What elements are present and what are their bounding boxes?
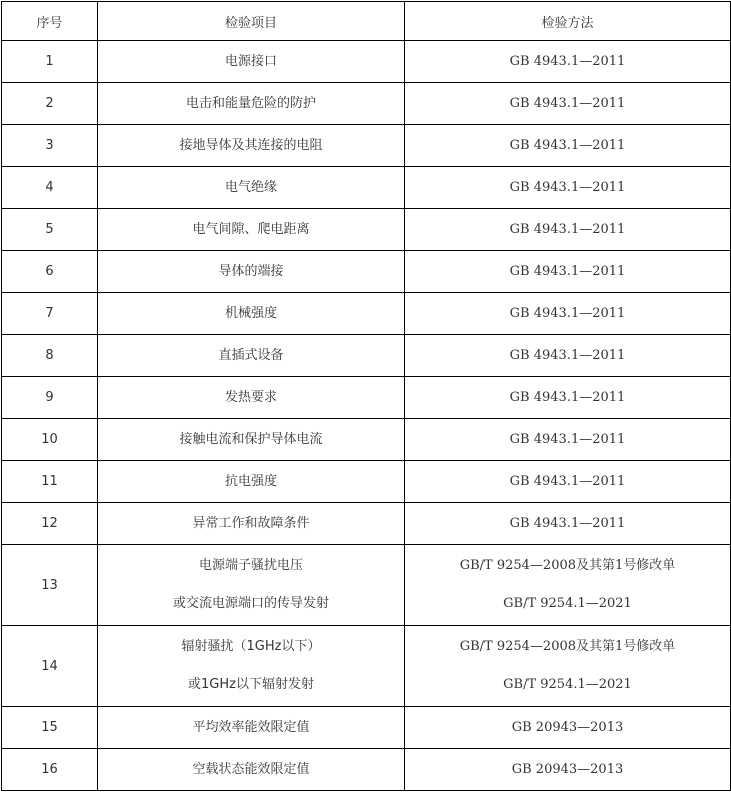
serial-number-cell: 5 (2, 209, 98, 251)
inspection-item-text: 发热要求 (224, 389, 277, 405)
serial-number-cell: 2 (2, 83, 98, 125)
inspection-method-text: GB 4943.1—2011 (509, 473, 626, 489)
inspection-method-text: GB 20943—2013 (511, 761, 624, 777)
inspection-item-cell (98, 626, 405, 707)
table-row (2, 251, 731, 293)
serial-number-cell: 14 (2, 626, 98, 707)
inspection-method-cell (405, 503, 731, 545)
inspection-method-text: GB/T 9254.1—2021 (503, 677, 632, 692)
inspection-item-cell (98, 461, 405, 503)
inspection-method-cell (405, 335, 731, 377)
inspection-item-text: 空载状态能效限定值 (192, 761, 310, 777)
inspection-item-cell (98, 419, 405, 461)
inspection-item-cell (98, 377, 405, 419)
inspection-item-text: 电气绝缘 (224, 179, 277, 195)
inspection-method-text: GB 4943.1—2011 (509, 431, 626, 447)
inspection-method-cell (405, 83, 731, 125)
inspection-item-text: 电击和能量危险的防护 (185, 95, 316, 111)
inspection-item-text: 辐射骚扰（1GHz以下） (181, 639, 321, 654)
inspection-method-cell (405, 707, 731, 749)
table-row (2, 167, 731, 209)
table-row (2, 293, 731, 335)
serial-number-cell: 13 (2, 545, 98, 626)
inspection-item-text: 或1GHz以下辐射发射 (188, 677, 314, 692)
inspection-method-cell (405, 377, 731, 419)
header-serial-number: 序号 (2, 2, 98, 41)
inspection-method-text: GB 4943.1—2011 (509, 389, 626, 405)
serial-number-cell: 7 (2, 293, 98, 335)
inspection-item-cell (98, 209, 405, 251)
inspection-item-text: 电源端子骚扰电压 (198, 558, 303, 573)
serial-number-cell: 8 (2, 335, 98, 377)
inspection-item-cell (98, 749, 405, 791)
inspection-item-text: 平均效率能效限定值 (192, 719, 310, 735)
table-row (2, 335, 731, 377)
serial-number-cell: 10 (2, 419, 98, 461)
serial-number-cell: 11 (2, 461, 98, 503)
table-row (2, 545, 731, 626)
inspection-item-cell (98, 545, 405, 626)
inspection-method-cell (405, 125, 731, 167)
header-inspection-item: 检验项目 (98, 2, 405, 41)
inspection-item-cell (98, 251, 405, 293)
inspection-method-text: GB 4943.1—2011 (509, 515, 626, 531)
inspection-item-cell (98, 293, 405, 335)
table-header-row (2, 2, 731, 41)
inspection-method-text: GB 4943.1—2011 (509, 221, 626, 237)
inspection-item-text: 或交流电源端口的传导发射 (172, 596, 329, 611)
inspection-method-text: GB 4943.1—2011 (509, 263, 626, 279)
table-row (2, 503, 731, 545)
table-row (2, 41, 731, 83)
table-body (2, 2, 731, 791)
inspection-method-cell (405, 293, 731, 335)
inspection-item-cell (98, 503, 405, 545)
header-inspection-method: 检验方法 (405, 2, 731, 41)
table-row (2, 125, 731, 167)
inspection-table (1, 1, 731, 791)
inspection-method-text: GB 4943.1—2011 (509, 179, 626, 195)
table-row (2, 749, 731, 791)
table-row (2, 377, 731, 419)
table-row (2, 461, 731, 503)
inspection-method-text: GB 4943.1—2011 (509, 137, 626, 153)
inspection-method-cell (405, 419, 731, 461)
inspection-item-cell (98, 83, 405, 125)
inspection-item-cell (98, 167, 405, 209)
inspection-method-cell (405, 461, 731, 503)
inspection-method-text: GB/T 9254—2008及其第1号修改单 (459, 639, 676, 654)
inspection-method-cell (405, 251, 731, 293)
inspection-method-cell (405, 209, 731, 251)
serial-number-cell: 9 (2, 377, 98, 419)
inspection-item-text: 机械强度 (224, 305, 277, 321)
inspection-method-text: GB 4943.1—2011 (509, 347, 626, 363)
inspection-method-cell (405, 749, 731, 791)
inspection-method-cell (405, 167, 731, 209)
serial-number-cell: 16 (2, 749, 98, 791)
inspection-item-text: 直插式设备 (218, 347, 284, 363)
serial-number-cell: 12 (2, 503, 98, 545)
inspection-item-text: 抗电强度 (224, 473, 277, 489)
inspection-item-text: 电源接口 (224, 53, 277, 69)
serial-number-cell: 6 (2, 251, 98, 293)
inspection-method-text: GB 4943.1—2011 (509, 95, 626, 111)
serial-number-cell: 3 (2, 125, 98, 167)
table-row (2, 83, 731, 125)
inspection-method-text: GB 4943.1—2011 (509, 53, 626, 69)
inspection-item-text: 电气间隙、爬电距离 (192, 221, 310, 237)
inspection-item-text: 异常工作和故障条件 (192, 515, 310, 531)
table-row (2, 626, 731, 707)
inspection-method-text: GB/T 9254—2008及其第1号修改单 (459, 558, 676, 573)
table-row (2, 209, 731, 251)
inspection-item-cell (98, 125, 405, 167)
inspection-item-cell (98, 41, 405, 83)
serial-number-cell: 4 (2, 167, 98, 209)
inspection-method-text: GB 4943.1—2011 (509, 305, 626, 321)
serial-number-cell: 1 (2, 41, 98, 83)
inspection-item-text: 接地导体及其连接的电阻 (179, 137, 323, 153)
inspection-method-text: GB/T 9254.1—2021 (503, 596, 632, 611)
inspection-method-cell (405, 545, 731, 626)
table-row (2, 707, 731, 749)
serial-number-cell: 15 (2, 707, 98, 749)
inspection-method-text: GB 20943—2013 (511, 719, 624, 735)
inspection-method-cell (405, 41, 731, 83)
inspection-method-cell (405, 626, 731, 707)
inspection-item-cell (98, 707, 405, 749)
inspection-item-text: 导体的端接 (218, 263, 284, 279)
table-row (2, 419, 731, 461)
inspection-item-cell (98, 335, 405, 377)
inspection-item-text: 接触电流和保护导体电流 (179, 431, 323, 447)
